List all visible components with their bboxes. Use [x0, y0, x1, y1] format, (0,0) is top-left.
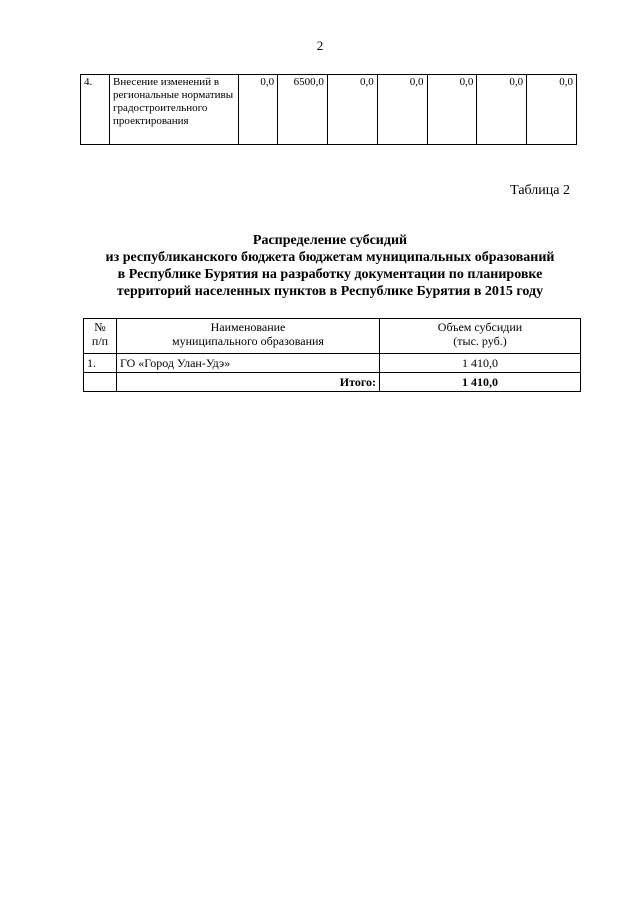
total-label: Итого: [117, 373, 380, 392]
row-index: 4. [81, 75, 110, 145]
row-value: 6500,0 [278, 75, 328, 145]
table-row [84, 354, 581, 373]
header-num [84, 319, 117, 354]
header-name [117, 319, 380, 354]
cell-num: 1. [84, 354, 117, 373]
header-amount [380, 319, 581, 354]
section-heading [60, 232, 600, 300]
total-row [84, 373, 581, 392]
table-row [81, 75, 577, 145]
page-number: 2 [316, 38, 324, 53]
header-name-line: Наименование [210, 320, 286, 334]
heading-line: Распределение субсидий [252, 233, 408, 248]
row-value: 0,0 [527, 75, 577, 145]
heading-line: из республиканского бюджета бюджетам муниципальных образований [105, 250, 555, 265]
heading-line: в Республике Бурятия на разработку документации по планировке [117, 267, 543, 282]
row-value: 0,0 [327, 75, 377, 145]
header-amount-line: Объем субсидии [437, 320, 523, 334]
cell-empty [84, 373, 117, 392]
heading-line: территорий населенных пунктов в Республике Бурятия в 2015 году [116, 284, 544, 299]
table-caption: Таблица 2 [510, 183, 570, 198]
total-amount: 1 410,0 [380, 373, 581, 392]
continuation-table [80, 74, 577, 145]
row-name: Внесение изменений в региональные нормативы градостроительного проектирования [110, 75, 239, 145]
header-name-line: муниципального образования [172, 334, 324, 348]
row-value: 0,0 [238, 75, 277, 145]
cell-amount: 1 410,0 [380, 354, 581, 373]
header-amount-line: (тыс. руб.) [453, 334, 507, 348]
row-value: 0,0 [427, 75, 477, 145]
header-num-line: № [94, 320, 106, 334]
header-num-line: п/п [91, 334, 109, 348]
table-header-row [84, 319, 581, 354]
subsidy-table [83, 318, 581, 392]
row-value: 0,0 [477, 75, 527, 145]
cell-name: ГО «Город Улан-Удэ» [117, 354, 380, 373]
row-value: 0,0 [377, 75, 427, 145]
